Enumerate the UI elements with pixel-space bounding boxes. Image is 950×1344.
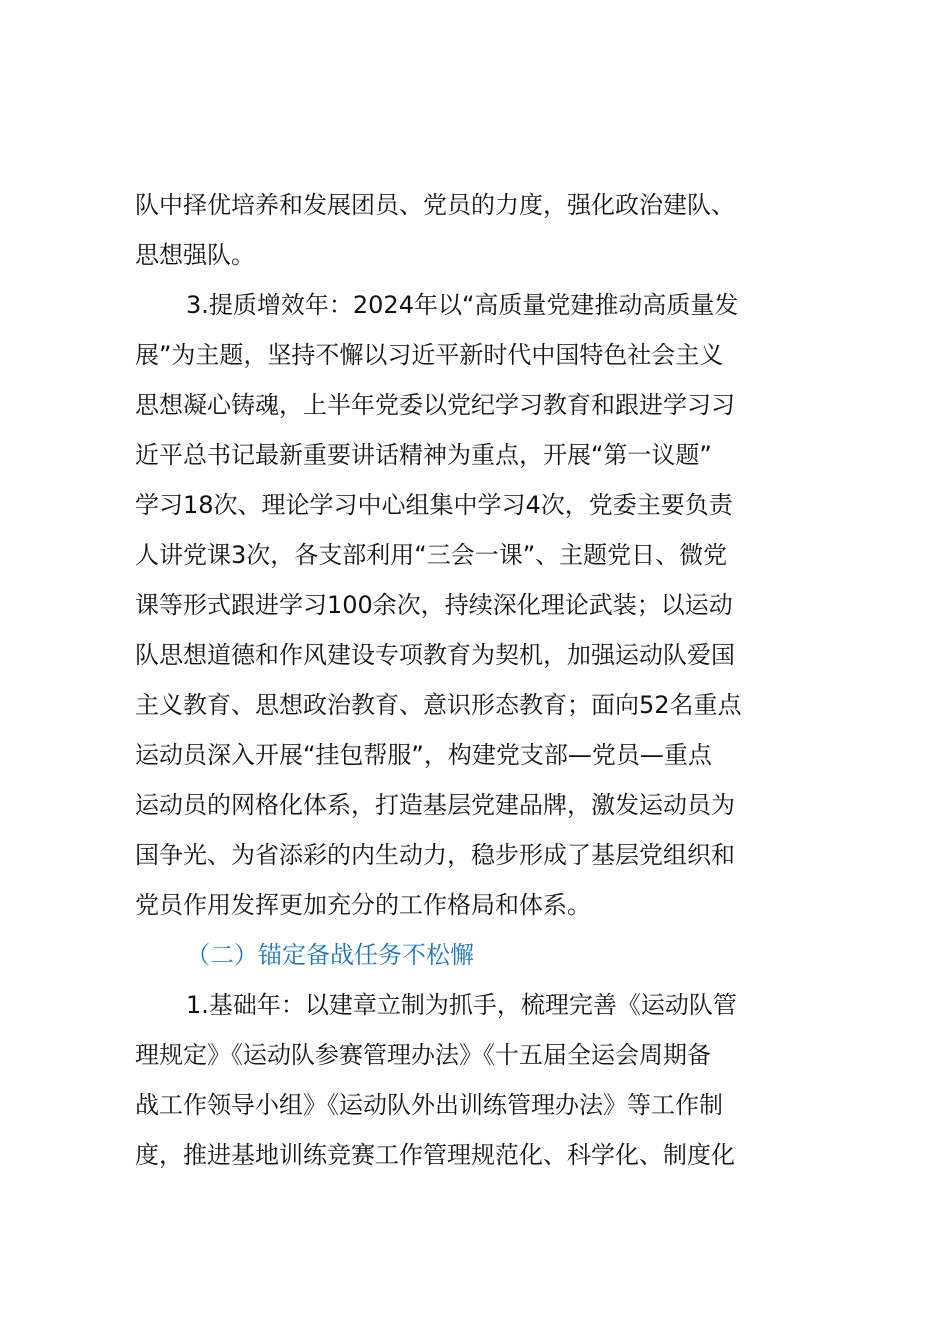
paragraph-line-10: 队思想道德和作风建设专项教育为契机，加强运动队爱国: [135, 641, 735, 669]
paragraph-line-11: 主义教育、思想政治教育、意识形态教育；面向52名重点: [135, 691, 742, 719]
paragraph-line-12: 运动员深入开展“挂包帮服”，构建党支部—党员—重点: [135, 741, 712, 769]
paragraph-line-5: 思想凝心铸魂，上半年党委以党纪学习教育和跟进学习习: [135, 391, 735, 419]
paragraph-line-18: 理规定》《运动队参赛管理办法》《十五届全运会周期备: [135, 1041, 711, 1069]
paragraph-line-7: 学习18次、理论学习中心组集中学习4次，党委主要负责: [135, 491, 733, 519]
paragraph-line-2: 思想强队。: [135, 241, 255, 269]
paragraph-line-3: 3.提质增效年：2024年以“高质量党建推动高质量发: [186, 291, 739, 319]
paragraph-line-8: 人讲党课3次，各支部利用“三会一课”、主题党日、微党: [135, 541, 728, 569]
paragraph-line-19: 战工作领导小组》《运动队外出训练管理办法》等工作制: [135, 1091, 723, 1119]
paragraph-line-6: 近平总书记最新重要讲话精神为重点，开展“第一议题”: [135, 441, 712, 469]
paragraph-line-20: 度，推进基地训练竞赛工作管理规范化、科学化、制度化: [135, 1141, 735, 1169]
paragraph-line-9: 课等形式跟进学习100余次，持续深化理论武装；以运动: [135, 591, 733, 619]
paragraph-line-14: 国争光、为省添彩的内生动力，稳步形成了基层党组织和: [135, 841, 735, 869]
paragraph-line-1: 队中择优培养和发展团员、党员的力度，强化政治建队、: [135, 191, 735, 219]
paragraph-line-15: 党员作用发挥更加充分的工作格局和体系。: [135, 891, 591, 919]
paragraph-line-4: 展”为主题，坚持不懈以习近平新时代中国特色社会主义: [135, 341, 724, 369]
section-heading: （二）锚定备战任务不松懈: [186, 941, 474, 969]
paragraph-line-17: 1.基础年：以建章立制为抓手，梳理完善《运动队管: [186, 991, 737, 1019]
paragraph-line-13: 运动员的网格化体系，打造基层党建品牌，激发运动员为: [135, 791, 735, 819]
